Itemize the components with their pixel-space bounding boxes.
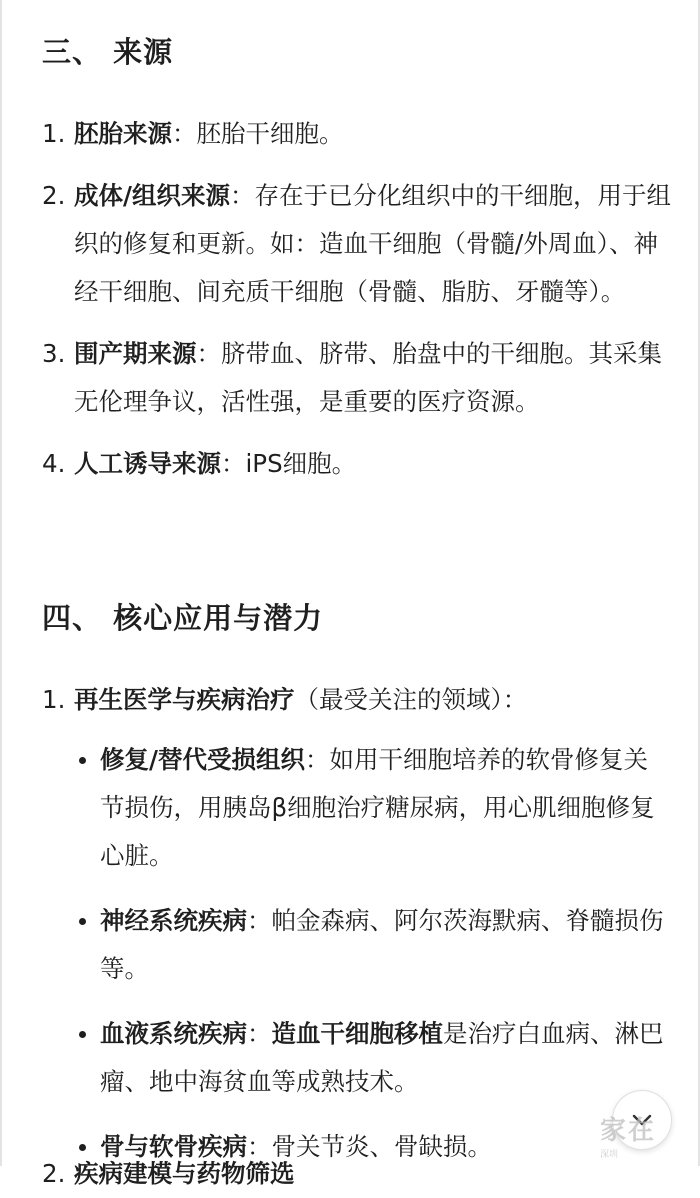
list-item-partial	[42, 1150, 295, 1198]
item-text: ：存在于已分化组织中的干细胞，用于组织的修复和更新。如：造血干细胞（骨髓/外周血）、神经干细胞、间充质干细胞（骨髓、脂肪、牙髓等）。	[74, 181, 671, 306]
list-item	[42, 110, 672, 158]
list-item	[42, 330, 672, 426]
watermark-subtext: 深圳	[600, 1150, 619, 1160]
list-number: 4.	[42, 449, 66, 478]
item-term: 胚胎来源	[74, 119, 172, 148]
list-item	[42, 440, 672, 488]
scroll-to-bottom-button[interactable]	[612, 1090, 672, 1150]
bullet-text: ：	[247, 1019, 272, 1048]
section-title-sources: 三、 来源	[42, 35, 174, 69]
bullet-item	[74, 897, 672, 993]
bullet-term: 修复/替代受损组织	[100, 745, 305, 774]
sources-list	[42, 110, 672, 502]
item-text: ：脐带血、脐带、胎盘中的干细胞。其采集无伦理争议，活性强，是重要的医疗资源。	[74, 339, 662, 416]
item-term: 成体/组织来源	[74, 181, 230, 210]
item-text: ：胚胎干细胞。	[172, 119, 344, 148]
item-text: ：iPS细胞。	[221, 449, 357, 478]
bullet-list	[74, 736, 672, 1188]
list-number: 2.	[42, 1159, 66, 1188]
bullet-dot	[74, 1010, 100, 1106]
item-term: 疾病建模与药物筛选	[74, 1159, 295, 1188]
section-title-applications: 四、 核心应用与潜力	[42, 601, 324, 635]
bullet-item	[74, 736, 672, 880]
watermark-text: 家在	[600, 1116, 657, 1146]
bullet-text: ：骨关节炎、骨缺损。	[247, 1132, 492, 1161]
list-item	[42, 676, 672, 1161]
bullet-item	[74, 1010, 672, 1106]
item-term: 再生医学与疾病治疗	[74, 685, 295, 714]
bullet-term: 骨与软骨疾病	[100, 1132, 247, 1161]
list-number: 1.	[42, 119, 66, 148]
bullet-dot	[74, 897, 100, 993]
bullet-text: ：帕金森病、阿尔茨海默病、脊髓损伤等。	[100, 906, 664, 983]
list-number: 2.	[42, 181, 66, 210]
list-item	[42, 172, 672, 316]
bullet-term: 血液系统疾病	[100, 1019, 247, 1048]
item-term: 围产期来源	[74, 339, 197, 368]
left-border	[0, 0, 2, 1166]
item-text: （最受关注的领域）：	[294, 685, 528, 714]
bullet-dot	[74, 736, 100, 880]
list-number: 3.	[42, 339, 66, 368]
bullet-term-secondary: 造血干细胞移植	[271, 1019, 443, 1048]
item-term: 人工诱导来源	[74, 449, 221, 478]
bullet-text-secondary: 是治疗白血病、淋巴瘤、地中海贫血等成熟技术。	[100, 1019, 664, 1096]
chevron-down-icon	[631, 1113, 653, 1127]
list-number: 1.	[42, 685, 66, 714]
bullet-term: 神经系统疾病	[100, 906, 247, 935]
applications-list	[42, 676, 672, 1170]
bullet-text: ：如用干细胞培养的软骨修复关节损伤，用胰岛β细胞治疗糖尿病，用心肌细胞修复心脏。	[100, 745, 655, 870]
